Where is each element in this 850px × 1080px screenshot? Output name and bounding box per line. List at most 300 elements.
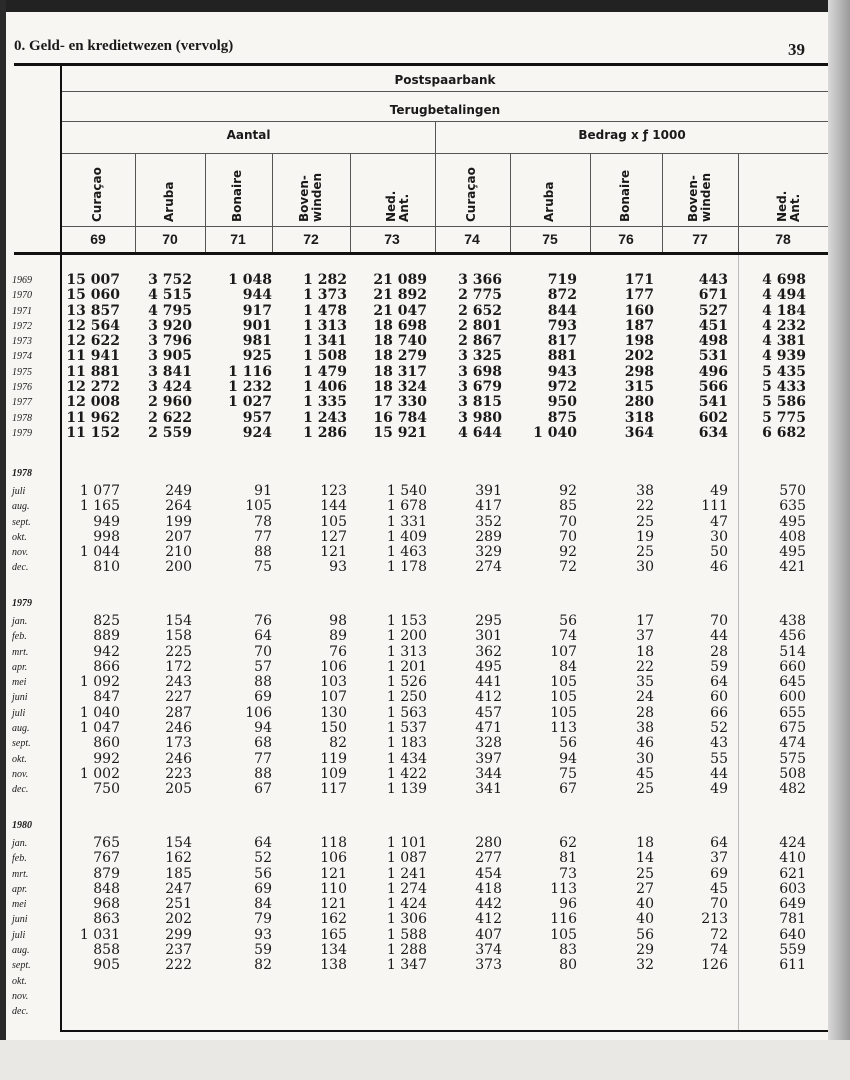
column-header-aruba: Aruba [542,181,556,222]
col-divider [590,153,591,252]
table-cell: 21 892 [373,287,427,304]
table-cell: 889 [93,628,120,645]
table-cell: 566 [698,379,728,396]
table-cell: 1 048 [228,272,272,288]
table-cell: 73 [559,865,577,882]
table-cell: 328 [475,735,502,752]
table-cell: 4 515 [148,287,192,304]
table-cell: 11 881 [66,363,120,380]
table-cell: 287 [165,704,192,721]
table-cell: 559 [779,942,806,959]
table-cell: 22 [636,658,654,675]
table-cell: 1 201 [386,658,427,675]
table-row [0,426,850,441]
table-cell: 154 [165,835,192,851]
table-cell: 950 [547,394,577,411]
table-cell: 1 165 [79,498,120,515]
table-cell: 901 [242,317,272,334]
table-cell: 198 [624,333,654,350]
table-cell: 264 [165,498,192,515]
table-cell: 187 [624,317,654,334]
table-cell: 15 921 [373,424,427,441]
table-cell: 3 698 [458,363,502,380]
table-cell: 4 939 [762,348,806,365]
column-header-ned-ant-: Ned. Ant. [384,190,411,222]
column-header-boven-winden: Boven-winden [686,172,713,222]
table-cell: 96 [559,896,577,913]
table-cell: 25 [636,865,654,882]
table-cell: 18 [636,835,654,851]
table-cell: 1 101 [386,835,427,851]
table-cell: 44 [710,628,728,645]
header-rule-2 [62,121,828,122]
table-cell: 4 644 [458,424,502,441]
table-cell: 5 435 [762,363,806,380]
table-cell: 329 [475,544,502,561]
col-divider [205,153,206,252]
table-cell: 93 [254,926,272,943]
row-label: okt. [12,531,27,543]
table-cell: 56 [636,926,654,943]
col-divider [510,153,511,252]
table-cell: 968 [93,896,120,913]
table-row [0,690,850,705]
table-row [0,380,850,395]
table-cell: 1 478 [303,302,347,319]
row-label: mei [12,677,27,689]
col-divider [350,153,351,252]
table-cell: 70 [710,896,728,913]
table-cell: 298 [624,363,654,380]
table-cell: 11 962 [66,409,120,426]
table-cell: 79 [254,911,272,928]
row-label: 1969 [12,275,32,286]
data-block [0,273,850,441]
table-cell: 872 [547,287,577,304]
row-label: juni [12,692,28,704]
table-cell: 471 [475,720,502,737]
table-cell: 603 [779,880,806,897]
table-cell: 2 622 [148,409,192,426]
year-label: 1980 [12,820,32,831]
table-cell: 781 [779,911,806,928]
table-cell: 5 586 [762,394,806,411]
table-cell: 879 [93,865,120,882]
table-cell: 2 559 [148,424,192,441]
table-cell: 1 331 [386,513,427,530]
table-cell: 68 [254,735,272,752]
table-cell: 602 [698,409,728,426]
table-cell: 75 [559,765,577,782]
table-cell: 1 286 [303,424,347,441]
table-cell: 719 [547,272,577,288]
scan-top-edge [0,0,850,12]
table-row [0,958,850,973]
table-cell: 107 [320,689,347,706]
column-number: 70 [162,231,178,247]
table-row [0,1004,850,1019]
row-label: aug. [12,501,30,513]
table-cell: 25 [636,781,654,798]
table-cell: 98 [329,613,347,629]
table-row [0,560,850,575]
table-cell: 315 [624,379,654,396]
table-cell: 185 [165,865,192,882]
table-cell: 92 [559,544,577,561]
row-label: apr. [12,661,28,673]
col-divider [738,153,739,252]
table-cell: 1 178 [386,559,427,576]
row-label: apr. [12,883,28,895]
table-cell: 89 [329,628,347,645]
table-cell: 18 [636,643,654,660]
table-cell: 750 [93,781,120,798]
col-divider [135,153,136,252]
table-cell: 172 [165,658,192,675]
row-label: juli [12,486,26,497]
table-row [0,334,850,349]
table-cell: 30 [636,750,654,767]
table-cell: 210 [165,544,192,561]
table-cell: 82 [254,957,272,974]
table-cell: 64 [710,835,728,851]
table-cell: 81 [559,850,577,867]
table-cell: 74 [559,628,577,645]
table-cell: 881 [547,348,577,365]
table-cell: 59 [710,658,728,675]
table-cell: 443 [698,272,728,288]
row-label: 1973 [12,336,32,348]
table-cell: 949 [93,513,120,530]
table-cell: 28 [710,643,728,660]
table-cell: 123 [320,483,347,499]
table-cell: 498 [698,333,728,350]
column-number: 75 [542,231,558,247]
table-cell: 56 [559,735,577,752]
table-row [0,974,850,989]
table-cell: 15 060 [66,287,120,304]
table-cell: 660 [779,658,806,675]
table-cell: 277 [475,850,502,867]
table-cell: 134 [320,942,347,959]
table-cell: 998 [93,528,120,545]
table-cell: 94 [559,750,577,767]
table-cell: 160 [624,302,654,319]
scan-bottom-edge [0,1040,850,1080]
table-cell: 59 [254,942,272,959]
table-cell: 38 [636,483,654,499]
table-row [0,706,850,721]
table-cell: 43 [710,735,728,752]
table-cell: 19 [636,528,654,545]
table-cell: 957 [242,409,272,426]
table-cell: 1 335 [303,394,347,411]
table-cell: 12 622 [66,333,120,350]
table-row [0,273,850,288]
table-cell: 1 678 [386,498,427,515]
table-cell: 64 [254,628,272,645]
table-cell: 299 [165,926,192,943]
table-cell: 35 [636,674,654,691]
table-cell: 18 740 [373,333,427,350]
col-divider [662,153,663,252]
table-cell: 412 [475,911,502,928]
row-label: dec. [12,1006,29,1018]
table-cell: 46 [636,735,654,752]
table-cell: 649 [779,896,806,913]
table-row [0,943,850,958]
table-cell: 454 [475,865,502,882]
table-cell: 24 [636,689,654,706]
table-cell: 1 588 [386,926,427,943]
row-label: sept. [12,960,31,972]
table-cell: 205 [165,781,192,798]
table-cell: 289 [475,528,502,545]
table-cell: 56 [559,613,577,629]
table-cell: 352 [475,513,502,530]
table-cell: 76 [254,613,272,629]
table-row [0,395,850,410]
table-row [0,912,850,927]
data-block [0,836,850,1020]
table-cell: 1 047 [79,720,120,737]
table-cell: 88 [254,544,272,561]
table-cell: 1 044 [79,544,120,561]
table-cell: 177 [624,287,654,304]
table-row [0,530,850,545]
table-cell: 3 325 [458,348,502,365]
row-label: 1972 [12,320,32,332]
data-block [0,614,850,798]
header-rule-1 [62,91,828,92]
row-label: jan. [12,616,28,627]
table-cell: 1 409 [386,528,427,545]
column-number: 78 [775,231,791,247]
row-label: mei [12,899,27,911]
table-cell: 1 183 [386,735,427,752]
table-cell: 4 232 [762,317,806,334]
table-cell: 45 [636,765,654,782]
table-cell: 3 796 [148,333,192,350]
table-cell: 847 [93,689,120,706]
row-label: sept. [12,738,31,750]
table-cell: 600 [779,689,806,706]
row-label: jan. [12,838,28,849]
page-number: 39 [788,40,805,59]
row-label: nov. [12,990,29,1002]
row-label: 1976 [12,382,32,394]
table-cell: 25 [636,544,654,561]
table-row [0,614,850,629]
table-row [0,484,850,499]
table-cell: 127 [320,528,347,545]
table-cell: 18 317 [373,363,427,380]
row-label: mrt. [12,646,29,658]
table-cell: 154 [165,613,192,629]
table-cell: 246 [165,720,192,737]
table-cell: 106 [320,850,347,867]
row-label: 1971 [12,305,32,317]
table-cell: 1 241 [386,865,427,882]
table-cell: 113 [550,880,577,897]
table-cell: 105 [550,689,577,706]
table-cell: 11 152 [66,424,120,441]
table-cell: 117 [320,781,347,798]
table-cell: 671 [698,287,728,304]
row-label: dec. [12,784,29,796]
table-cell: 251 [165,896,192,913]
table-cell: 924 [242,424,272,441]
table-cell: 121 [320,865,347,882]
row-label: 1977 [12,397,32,409]
table-cell: 495 [779,544,806,561]
table-row [0,851,850,866]
table-cell: 1 232 [228,379,272,396]
table-cell: 442 [475,896,502,913]
table-cell: 93 [329,559,347,576]
table-cell: 118 [320,835,347,851]
table-cell: 49 [710,483,728,499]
table-cell: 575 [779,750,806,767]
header-aantal: Aantal [226,128,271,142]
row-label: feb. [12,631,27,643]
table-cell: 860 [93,735,120,752]
table-row [0,767,850,782]
table-cell: 84 [559,658,577,675]
table-cell: 49 [710,781,728,798]
table-cell: 863 [93,911,120,928]
table-cell: 2 867 [458,333,502,350]
table-cell: 70 [559,513,577,530]
table-cell: 1 347 [386,957,427,974]
column-number: 76 [618,231,634,247]
row-label: juli [12,707,26,719]
table-cell: 18 279 [373,348,427,365]
column-header-ned-ant-: Ned. Ant. [775,190,802,222]
table-cell: 2 652 [458,302,502,319]
table-cell: 457 [475,704,502,721]
table-cell: 56 [254,865,272,882]
table-cell: 451 [698,317,728,334]
table-cell: 121 [320,544,347,561]
row-label: nov. [12,768,29,780]
table-cell: 972 [547,379,577,396]
subgroup-header-terugbetalingen: Terugbetalingen [389,103,501,117]
table-cell: 4 184 [762,302,806,319]
table-cell: 72 [559,559,577,576]
table-cell: 3 980 [458,409,502,426]
table-cell: 44 [710,765,728,782]
table-cell: 848 [93,880,120,897]
column-header-cura-ao: Curaçao [464,167,478,222]
table-row [0,736,850,751]
table-cell: 37 [636,628,654,645]
table-cell: 1 027 [228,394,272,411]
table-cell: 1 250 [386,689,427,706]
table-cell: 88 [254,765,272,782]
table-cell: 17 330 [373,394,427,411]
table-cell: 4 381 [762,333,806,350]
column-number: 74 [464,231,480,247]
table-cell: 25 [636,513,654,530]
table-cell: 1 288 [386,942,427,959]
table-cell: 2 775 [458,287,502,304]
row-label: aug. [12,945,30,957]
table-cell: 2 801 [458,317,502,334]
table-cell: 17 [636,613,654,629]
table-cell: 64 [254,835,272,851]
table-cell: 158 [165,628,192,645]
table-cell: 207 [165,528,192,545]
table-cell: 810 [93,559,120,576]
table-cell: 362 [475,643,502,660]
table-cell: 50 [710,544,728,561]
row-label: 1974 [12,351,32,363]
table-cell: 456 [779,628,806,645]
table-cell: 611 [779,957,806,974]
table-row [0,989,850,1004]
table-cell: 301 [475,628,502,645]
table-cell: 213 [701,911,728,928]
table-cell: 621 [779,865,806,882]
table-cell: 1 537 [386,720,427,737]
table-cell: 16 784 [373,409,427,426]
table-cell: 246 [165,750,192,767]
row-label: 1978 [12,412,32,424]
table-cell: 1 526 [386,674,427,691]
table-cell: 121 [320,896,347,913]
table-row [0,288,850,303]
row-label: juli [12,929,26,941]
table-cell: 2 960 [148,394,192,411]
table-cell: 397 [475,750,502,767]
table-cell: 106 [320,658,347,675]
table-cell: 30 [710,528,728,545]
table-cell: 408 [779,528,806,545]
table-cell: 1 282 [303,272,347,288]
table-cell: 645 [779,674,806,691]
table-cell: 1 313 [303,317,347,334]
table-cell: 318 [624,409,654,426]
table-cell: 3 752 [148,272,192,288]
table-cell: 1 200 [386,628,427,645]
table-cell: 344 [475,765,502,782]
table-cell: 66 [710,704,728,721]
table-cell: 1 306 [386,911,427,928]
table-cell: 27 [636,880,654,897]
table-cell: 119 [320,750,347,767]
table-cell: 943 [547,363,577,380]
table-cell: 40 [636,896,654,913]
table-cell: 12 008 [66,394,120,411]
table-cell: 1 116 [228,363,272,380]
table-cell: 200 [165,559,192,576]
table-cell: 6 682 [762,424,806,441]
table-cell: 438 [779,613,806,629]
col-divider [272,153,273,252]
table-cell: 474 [779,735,806,752]
bottom-rule [60,1030,828,1032]
table-cell: 105 [550,704,577,721]
table-cell: 374 [475,942,502,959]
table-cell: 280 [475,835,502,851]
table-cell: 3 920 [148,317,192,334]
header-rule-4 [62,226,828,227]
table-cell: 1 313 [386,643,427,660]
table-cell: 105 [550,926,577,943]
table-cell: 767 [93,850,120,867]
table-cell: 844 [547,302,577,319]
